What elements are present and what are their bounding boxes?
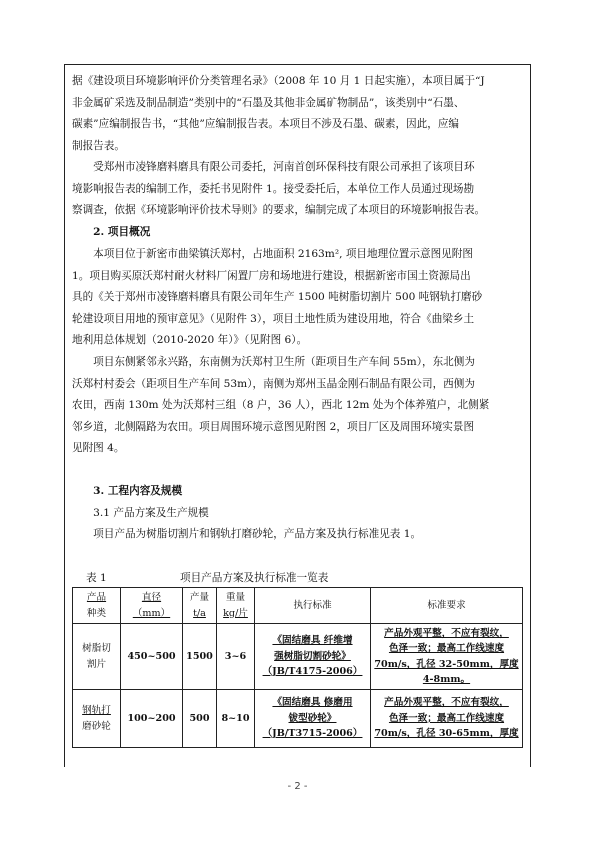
- cell-diameter: 100~200: [121, 690, 183, 748]
- paragraph-classification: 据《建设项目环境影响评价分类管理名录》（2008 年 10 月 1 日起实施），本项目属于“J 非金属矿采选及制品制造”类别中的“石墨及其他非金属矿物制品”，该类别中“石墨、 碳素”应编制报告书，“其他”应编制报告表。本项目不涉及石墨、碳素，因此，应编 制报告表。: [72, 75, 485, 152]
- cell-standard: 《固结磨具 纤维增 强树脂切割砂轮》 （JB/T4175-2006）: [255, 624, 371, 690]
- paragraph-product-intro: 项目产品为树脂切割片和钢轨打磨砂轮，产品方案及执行标准见表 1。: [72, 528, 422, 540]
- table-row: [73, 624, 523, 690]
- cell-weight: 3~6: [217, 624, 255, 690]
- header-diameter: 直径 （mm）: [121, 588, 183, 624]
- cell-output: 1500: [183, 624, 217, 690]
- page-number: - 2 -: [287, 781, 308, 792]
- table-number: 表 1: [86, 572, 107, 584]
- cell-requirement: 产品外观平整，不应有裂纹， 色泽一致；最高工作线速度 70m/s，孔径 32-50mm，厚度 4-8mm。: [371, 624, 523, 690]
- cell-product-name: 钢轨打 磨砂轮: [73, 690, 121, 748]
- cell-standard: 《固结磨具 修磨用 钹型砂轮》 （JB/T3715-2006）: [255, 690, 371, 748]
- paragraph-location: 本项目位于新密市曲梁镇沃郑村，占地面积 2163m², 项目地理位置示意图见附图 1。项目购买原沃郑村耐火材料厂闲置厂房和场地进行建设，根据新密市国土资源局出 具的《关于郑州市凌锋磨料磨具有限公司年生产 1500 吨树脂切割片 500 吨钢轨打磨砂 轮建设项目用地的预审意见》（见附件 3），项目土地性质为建设用地，符合《曲梁乡土 地利用总体规划（2010-2020 年）》（见附图 6）。: [72, 248, 483, 346]
- cell-output: 500: [183, 690, 217, 748]
- header-output: 产量 t/a: [183, 588, 217, 624]
- cell-requirement: 产品外观平整，不应有裂纹， 色泽一致；最高工作线速度 70m/s，孔径 30-65mm，厚度: [371, 690, 523, 748]
- header-standard: 执行标准: [255, 588, 371, 624]
- subheading-product-plan: 3.1 产品方案及生产规模: [72, 507, 209, 519]
- header-requirement: 标准要求: [371, 588, 523, 624]
- header-product-type: 产品 种类: [73, 588, 121, 624]
- table-caption: [72, 570, 524, 586]
- table-row: [73, 690, 523, 748]
- paragraph-commission: 受郑州市凌锋磨料磨具有限公司委托，河南首创环保科技有限公司承担了该项目环 境影响报告表的编制工作，委托书见附件 1。接受委托后，本单位工作人员通过现场勘 察调查，依据《环境影响评价技术导则》的要求，编制完成了本项目的环境影响报告表。: [72, 161, 486, 216]
- heading-project-overview: 2. 项目概况: [72, 226, 151, 238]
- cell-product-name: 树脂切 割片: [73, 624, 121, 690]
- table-header-row: [73, 588, 523, 624]
- paragraph-surroundings: 项目东侧紧邻永兴路，东南侧为沃郑村卫生所（距项目生产车间 55m），东北侧为 沃郑村村委会（距项目生产车间 53m），南侧为郑州玉晶金刚石制品有限公司，西侧为 农田，西南 130m 处为沃郑村三组（8 户，36 人），西北 12m 处为个体养殖户，北侧紧 邻乡道，北侧隔路为农田。项目周围环境示意图见附图 2，项目厂区及周围环境实景图 见附图 4。: [72, 356, 490, 454]
- header-weight: 重量 kg/片: [217, 588, 255, 624]
- cell-diameter: 450~500: [121, 624, 183, 690]
- table-title: 项目产品方案及执行标准一览表: [180, 572, 329, 584]
- cell-weight: 8~10: [217, 690, 255, 748]
- product-table: [72, 587, 523, 748]
- heading-engineering-scope: 3. 工程内容及规模: [72, 485, 183, 497]
